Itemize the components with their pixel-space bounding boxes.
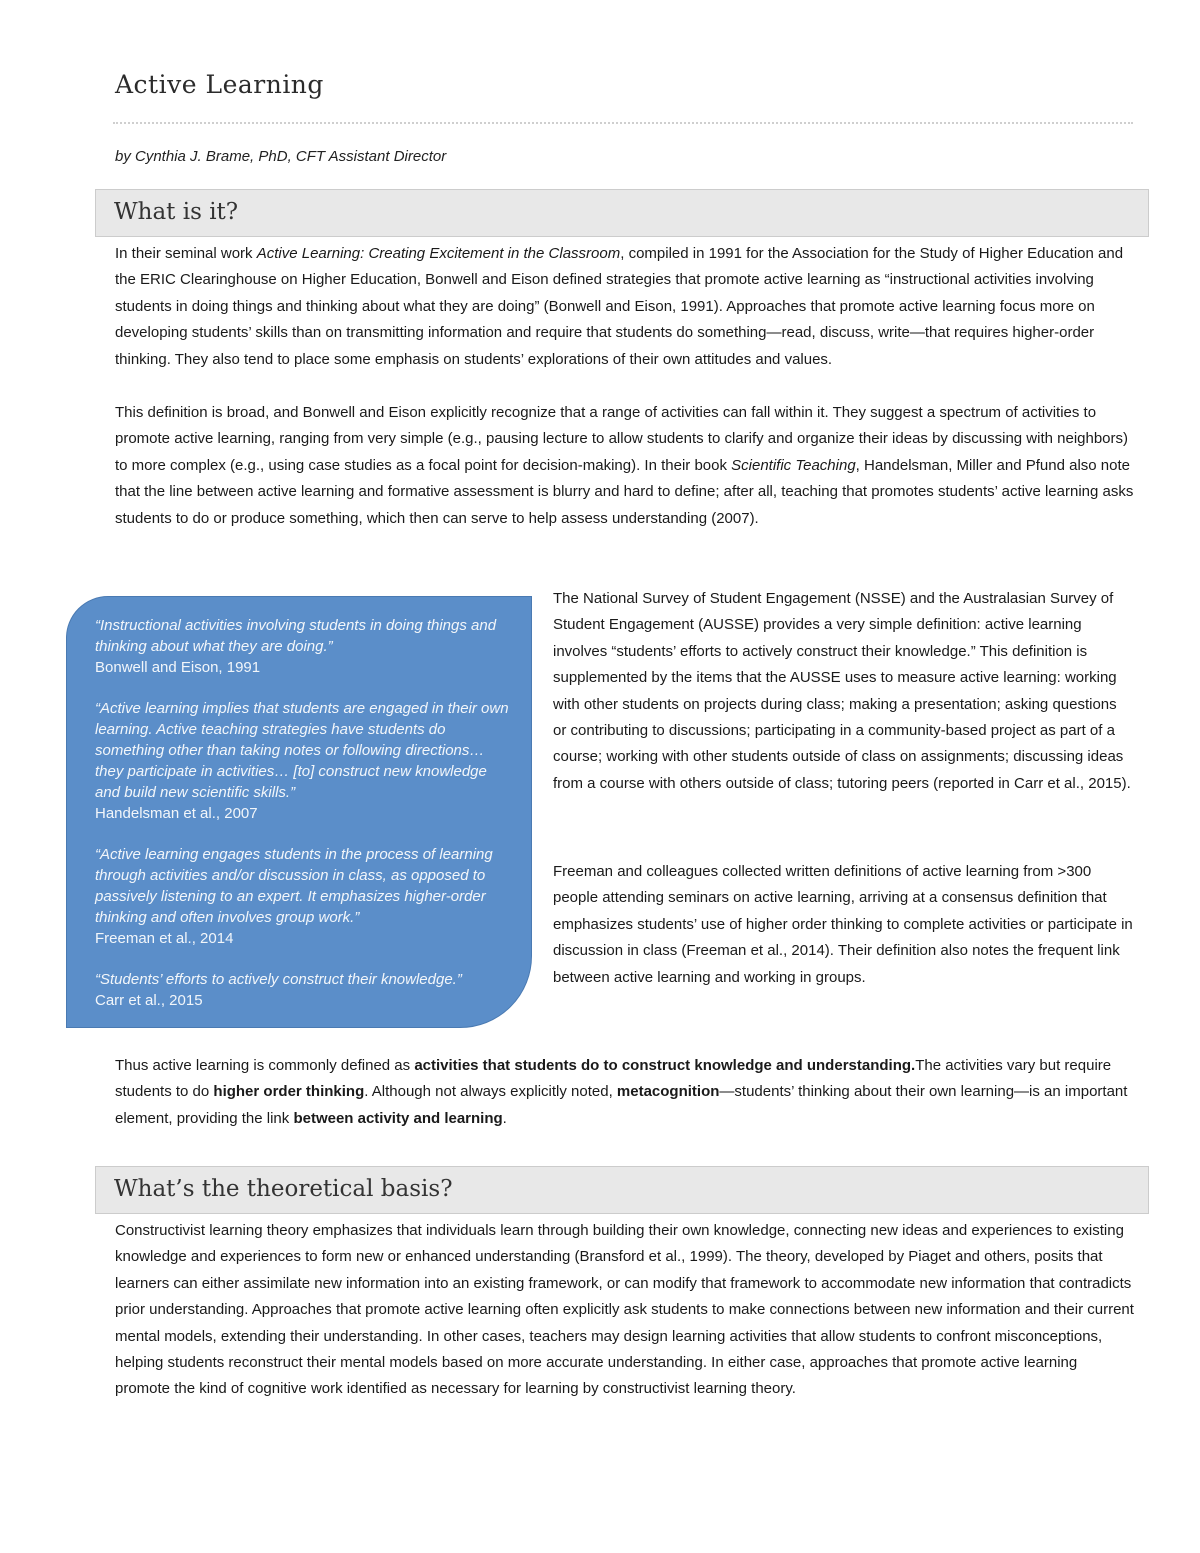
quote-source: Bonwell and Eison, 1991 bbox=[95, 659, 261, 676]
paragraph-freeman: Freeman and colleagues collected written definitions of active learning from >300 people attending seminars on active learning, arriving at a consensus definition that emphasizes students’ use of higher order thinking to complete activities or participate in discussion in class (Freeman et al., 2014). Their definition also notes the frequent link between active learning and working in groups. bbox=[553, 863, 1133, 986]
book-title: Active Learning: Creating Excitement in the Classroom bbox=[256, 245, 621, 262]
section-header-what-is-it bbox=[95, 189, 1149, 237]
quote-text: “Active learning implies that students are engaged in their own learning. Active teaching strategies have students do something other than taking notes or following directions… they participate in activities… [to] construct new knowledge and build new scientific skills.” bbox=[95, 700, 509, 801]
pull-quote bbox=[95, 698, 511, 824]
pull-quote bbox=[95, 844, 511, 949]
section-heading: What is it? bbox=[114, 199, 239, 225]
section-header-theoretical-basis bbox=[95, 1166, 1149, 1214]
text-run: . bbox=[502, 1109, 507, 1127]
quote-text: “Students’ efforts to actively construct their knowledge.” bbox=[95, 971, 462, 988]
pull-quote bbox=[95, 969, 511, 1011]
text-run: In their seminal work bbox=[115, 245, 257, 262]
paragraph-spectrum bbox=[115, 400, 1135, 532]
text-run: . Although not always explicitly noted, bbox=[364, 1083, 617, 1101]
text-run: The activities vary but require students to do bbox=[115, 1057, 1112, 1101]
paragraph-constructivism: Constructivist learning theory emphasizes that individuals learn through building their own knowledge, connecting new ideas and experiences to existing knowledge and experiences to form new or enhanced understanding (Bransford et al., 1999). The theory, developed by Piaget and others, posits that learners can either assimilate new information into an existing framework, or can modify that framework to accommodate new information that contradicts prior understanding. Approaches that promote active learning often explicitly ask students to make connections between new information and their current mental models, extending their understanding. In other cases, teachers may design learning activities that allow students to confront misconceptions, helping students reconstruct their mental models based on more accurate understanding. In either case, approaches that promote active learning promote the kind of cognitive work identified as necessary for learning by constructivist learning theory. bbox=[115, 1222, 1134, 1398]
section-heading: What’s the theoretical basis? bbox=[114, 1176, 453, 1202]
paragraph-nsse: The National Survey of Student Engagement (NSSE) and the Australasian Survey of Student Engagement (AUSSE) provides a very simple definition: active learning involves “students’ efforts to actively construct their knowledge.” This definition is supplemented by the items that the AUSSE uses to measure active learning: working with other students on projects during class; making a presentation; asking questions or contributing to discussions; participating in a community-based project as part of a course; working with other students outside of class on assignments; discussing ideas from a course with others outside of class; tutoring peers (reported in Carr et al., 2015). bbox=[553, 590, 1131, 792]
quote-text: “Instructional activities involving students in doing things and thinking about what they are doing.” bbox=[95, 617, 497, 655]
pull-quote-box bbox=[66, 596, 532, 1028]
key-term: metacognition bbox=[616, 1083, 720, 1101]
text-run: , compiled in 1991 for the Association for the Study of Higher Education and the ERIC Clearinghouse on Higher Education, Bonwell and Eison defined strategies that promote active learning as “instructional activities involving students in doing things and thinking about what they are doing” (Bonwell and Eison, 1991). Approaches that promote active learning focus more on developing students’ skills than on transmitting information and require that students do something—read, discuss, write—that requires higher-order thinking. They also tend to place some emphasis on students’ explorations of their own attitudes and values. bbox=[115, 245, 1124, 368]
page-title: Active Learning bbox=[115, 70, 324, 99]
key-term: higher order thinking bbox=[213, 1083, 365, 1101]
quote-source: Handelsman et al., 2007 bbox=[95, 805, 258, 822]
key-term: between activity and learning bbox=[293, 1109, 503, 1127]
quote-text: “Active learning engages students in the process of learning through activities and/or discussion in class, as opposed to passively listening to an expert. It emphasizes higher-order thinking and often involves group work.” bbox=[95, 846, 493, 926]
text-run: —students’ thinking about their own learning—is an important element, providing the link bbox=[115, 1083, 1128, 1127]
paragraph-summary bbox=[115, 1053, 1135, 1132]
title-divider bbox=[113, 122, 1133, 124]
text-run: This definition is broad, and Bonwell and Eison explicitly recognize that a range of activities can fall within it. They suggest a spectrum of activities to promote active learning, ranging from very simple (e.g., pausing lecture to allow students to clarify and organize their ideas by discussing with neighbors) to more complex (e.g., using case studies as a focal point for decision-making). In their book bbox=[115, 404, 1129, 474]
key-definition: activities that students do to construct knowledge and understanding. bbox=[414, 1057, 916, 1074]
quote-source: Carr et al., 2015 bbox=[95, 992, 203, 1009]
quote-source: Freeman et al., 2014 bbox=[95, 930, 234, 947]
book-title: Scientific Teaching bbox=[731, 456, 856, 474]
byline: by Cynthia J. Brame, PhD, CFT Assistant Director bbox=[115, 148, 447, 165]
text-run: Thus active learning is commonly defined as bbox=[115, 1057, 415, 1074]
pull-quote bbox=[95, 615, 511, 678]
paragraph-definition bbox=[115, 241, 1135, 373]
text-run: , Handelsman, Miller and Pfund also note that the line between active learning and formative assessment is blurry and hard to define; after all, teaching that promotes students’ active learning asks students to do or produce something, which then can serve to help assess understanding (2007). bbox=[115, 456, 1134, 527]
